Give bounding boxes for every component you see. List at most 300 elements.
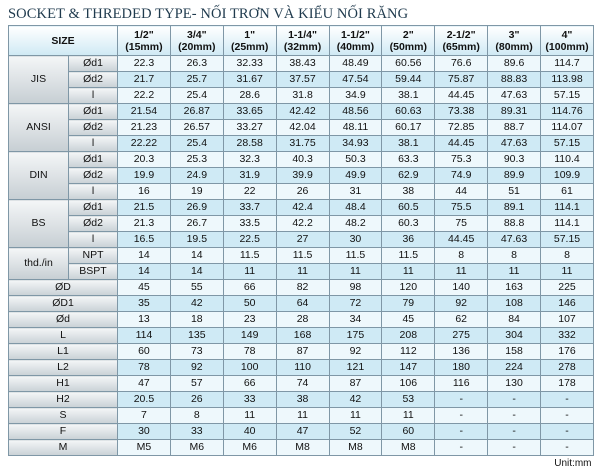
value-cell: 14 — [170, 248, 223, 264]
value-cell: 28.58 — [223, 136, 276, 152]
size-column-header — [276, 26, 329, 56]
table-row — [9, 72, 594, 88]
value-cell: 42.4 — [276, 200, 329, 216]
value-cell: 20.3 — [118, 152, 171, 168]
value-cell: 22.2 — [118, 88, 171, 104]
value-cell: 73 — [170, 344, 223, 360]
value-cell: 8 — [435, 248, 488, 264]
value-cell: 33.27 — [223, 120, 276, 136]
size-inch: 3" — [488, 29, 540, 41]
value-cell: 38 — [382, 184, 435, 200]
row-label: Ød1 — [69, 56, 118, 72]
value-cell: 26.87 — [170, 104, 223, 120]
value-cell: 114.7 — [541, 56, 594, 72]
value-cell: 26.3 — [170, 56, 223, 72]
value-cell: 21.54 — [118, 104, 171, 120]
value-cell: 60.3 — [382, 216, 435, 232]
value-cell: 38.43 — [276, 56, 329, 72]
table-row — [9, 440, 594, 456]
value-cell: 11 — [541, 264, 594, 280]
value-cell: 175 — [329, 328, 382, 344]
table-row — [9, 408, 594, 424]
dimension-label: L2 — [9, 360, 118, 376]
value-cell: 87 — [329, 376, 382, 392]
value-cell: - — [541, 408, 594, 424]
dimension-label: M — [9, 440, 118, 456]
value-cell: 33.65 — [223, 104, 276, 120]
value-cell: - — [435, 392, 488, 408]
value-cell: 38.1 — [382, 136, 435, 152]
header-row — [9, 26, 594, 56]
value-cell: 21.5 — [118, 200, 171, 216]
table-row — [9, 312, 594, 328]
value-cell: 19.9 — [118, 168, 171, 184]
value-cell: - — [541, 424, 594, 440]
value-cell: 66 — [223, 280, 276, 296]
value-cell: 75.3 — [435, 152, 488, 168]
value-cell: 108 — [488, 296, 541, 312]
table-row — [9, 264, 594, 280]
value-cell: 84 — [488, 312, 541, 328]
value-cell: 11 — [382, 264, 435, 280]
size-column-header — [488, 26, 541, 56]
value-cell: 32.33 — [223, 56, 276, 72]
value-cell: 22 — [223, 184, 276, 200]
value-cell: 92 — [435, 296, 488, 312]
table-row — [9, 328, 594, 344]
value-cell: 36 — [382, 232, 435, 248]
value-cell: 14 — [118, 248, 171, 264]
value-cell: 11 — [382, 408, 435, 424]
value-cell: 57 — [170, 376, 223, 392]
table-row — [9, 200, 594, 216]
value-cell: 168 — [276, 328, 329, 344]
dimension-label: F — [9, 424, 118, 440]
row-label: Ød2 — [69, 168, 118, 184]
value-cell: 110.4 — [541, 152, 594, 168]
value-cell: 110 — [276, 360, 329, 376]
value-cell: 21.23 — [118, 120, 171, 136]
value-cell: 112 — [382, 344, 435, 360]
value-cell: 11 — [329, 264, 382, 280]
table-row — [9, 152, 594, 168]
value-cell: 30 — [329, 232, 382, 248]
value-cell: 16 — [118, 184, 171, 200]
table-row — [9, 136, 594, 152]
value-cell: 45 — [382, 312, 435, 328]
value-cell: 33.7 — [223, 200, 276, 216]
value-cell: 44.45 — [435, 88, 488, 104]
dimension-label: L — [9, 328, 118, 344]
value-cell: 60 — [382, 424, 435, 440]
value-cell: - — [488, 424, 541, 440]
value-cell: 39.9 — [276, 168, 329, 184]
table-row — [9, 392, 594, 408]
value-cell: 22.5 — [223, 232, 276, 248]
value-cell: 30 — [118, 424, 171, 440]
size-inch: 3/4" — [171, 29, 223, 41]
size-column-header — [118, 26, 171, 56]
table-row — [9, 344, 594, 360]
value-cell: 60.56 — [382, 56, 435, 72]
value-cell: 140 — [435, 280, 488, 296]
value-cell: 60.5 — [382, 200, 435, 216]
value-cell: 61 — [541, 184, 594, 200]
standard-label: ANSI — [9, 104, 69, 152]
value-cell: 60 — [118, 344, 171, 360]
standard-label: DIN — [9, 152, 69, 200]
dimension-label: Ød — [9, 312, 118, 328]
value-cell: - — [541, 392, 594, 408]
value-cell: 31.9 — [223, 168, 276, 184]
value-cell: 25.4 — [170, 88, 223, 104]
value-cell: 26 — [170, 392, 223, 408]
value-cell: 37.57 — [276, 72, 329, 88]
value-cell: 92 — [329, 344, 382, 360]
row-label: Ød1 — [69, 104, 118, 120]
value-cell: 208 — [382, 328, 435, 344]
value-cell: 48.49 — [329, 56, 382, 72]
value-cell: 33.5 — [223, 216, 276, 232]
row-label: Ød2 — [69, 120, 118, 136]
value-cell: 114.1 — [541, 216, 594, 232]
value-cell: 34 — [329, 312, 382, 328]
value-cell: 26.9 — [170, 200, 223, 216]
size-mm: (25mm) — [224, 41, 276, 53]
table-row — [9, 56, 594, 72]
value-cell: 116 — [435, 376, 488, 392]
value-cell: 11 — [488, 264, 541, 280]
value-cell: 44.45 — [435, 232, 488, 248]
value-cell: 88.7 — [488, 120, 541, 136]
value-cell: 72.85 — [435, 120, 488, 136]
size-inch: 1-1/2" — [330, 29, 382, 41]
value-cell: 158 — [488, 344, 541, 360]
table-row — [9, 248, 594, 264]
standard-label: thd./in — [9, 248, 69, 280]
value-cell: 180 — [435, 360, 488, 376]
value-cell: M8 — [276, 440, 329, 456]
size-column-header — [382, 26, 435, 56]
value-cell: 7 — [118, 408, 171, 424]
value-cell: 28 — [276, 312, 329, 328]
size-inch: 1-1/4" — [277, 29, 329, 41]
row-label: Ød1 — [69, 200, 118, 216]
value-cell: 55 — [170, 280, 223, 296]
value-cell: 106 — [382, 376, 435, 392]
value-cell: 11.5 — [276, 248, 329, 264]
value-cell: 89.6 — [488, 56, 541, 72]
value-cell: 25.3 — [170, 152, 223, 168]
row-label: l — [69, 136, 118, 152]
value-cell: 53 — [382, 392, 435, 408]
value-cell: 11.5 — [382, 248, 435, 264]
size-mm: (32mm) — [277, 41, 329, 53]
value-cell: 42.42 — [276, 104, 329, 120]
size-mm: (100mm) — [541, 41, 593, 53]
table-row — [9, 424, 594, 440]
table-row — [9, 360, 594, 376]
value-cell: 121 — [329, 360, 382, 376]
value-cell: 135 — [170, 328, 223, 344]
value-cell: M6 — [170, 440, 223, 456]
value-cell: - — [488, 392, 541, 408]
value-cell: - — [435, 440, 488, 456]
standard-label: JIS — [9, 56, 69, 104]
row-label: Ød2 — [69, 72, 118, 88]
value-cell: 31.67 — [223, 72, 276, 88]
value-cell: 113.98 — [541, 72, 594, 88]
value-cell: 176 — [541, 344, 594, 360]
value-cell: 50 — [223, 296, 276, 312]
value-cell: 62 — [435, 312, 488, 328]
value-cell: 47.54 — [329, 72, 382, 88]
value-cell: 44.45 — [435, 136, 488, 152]
row-label: Ød1 — [69, 152, 118, 168]
value-cell: 89.31 — [488, 104, 541, 120]
value-cell: 48.4 — [329, 200, 382, 216]
value-cell: 35 — [118, 296, 171, 312]
size-mm: (65mm) — [435, 41, 487, 53]
row-label: Ød2 — [69, 216, 118, 232]
value-cell: - — [435, 424, 488, 440]
value-cell: 75.87 — [435, 72, 488, 88]
value-cell: 73.38 — [435, 104, 488, 120]
value-cell: 114.07 — [541, 120, 594, 136]
value-cell: 11 — [329, 408, 382, 424]
value-cell: 78 — [118, 360, 171, 376]
value-cell: 11 — [276, 408, 329, 424]
value-cell: 20.5 — [118, 392, 171, 408]
size-mm: (40mm) — [330, 41, 382, 53]
value-cell: 8 — [541, 248, 594, 264]
value-cell: 14 — [170, 264, 223, 280]
table-row — [9, 184, 594, 200]
value-cell: 98 — [329, 280, 382, 296]
size-column-header — [435, 26, 488, 56]
value-cell: 114.1 — [541, 200, 594, 216]
value-cell: 21.3 — [118, 216, 171, 232]
value-cell: 48.2 — [329, 216, 382, 232]
value-cell: 42.2 — [276, 216, 329, 232]
value-cell: 178 — [541, 376, 594, 392]
row-label: l — [69, 232, 118, 248]
value-cell: 147 — [382, 360, 435, 376]
value-cell: 275 — [435, 328, 488, 344]
value-cell: 74.9 — [435, 168, 488, 184]
row-label: l — [69, 184, 118, 200]
value-cell: - — [541, 440, 594, 456]
value-cell: 8 — [488, 248, 541, 264]
value-cell: 38.1 — [382, 88, 435, 104]
value-cell: 92 — [170, 360, 223, 376]
value-cell: 47.63 — [488, 88, 541, 104]
value-cell: 107 — [541, 312, 594, 328]
size-mm: (15mm) — [118, 41, 170, 53]
value-cell: 33 — [170, 424, 223, 440]
table-row — [9, 280, 594, 296]
size-mm: (20mm) — [171, 41, 223, 53]
value-cell: 22.22 — [118, 136, 171, 152]
table-row — [9, 232, 594, 248]
size-inch: 2" — [382, 29, 434, 41]
value-cell: 100 — [223, 360, 276, 376]
size-inch: 4" — [541, 29, 593, 41]
value-cell: 89.1 — [488, 200, 541, 216]
value-cell: 278 — [541, 360, 594, 376]
value-cell: 59.44 — [382, 72, 435, 88]
value-cell: 31.8 — [276, 88, 329, 104]
value-cell: 66 — [223, 376, 276, 392]
row-label: l — [69, 88, 118, 104]
size-mm: (80mm) — [488, 41, 540, 53]
value-cell: 16.5 — [118, 232, 171, 248]
value-cell: 149 — [223, 328, 276, 344]
table-row — [9, 104, 594, 120]
value-cell: 42 — [170, 296, 223, 312]
value-cell: 47 — [276, 424, 329, 440]
value-cell: 11 — [276, 264, 329, 280]
value-cell: 24.9 — [170, 168, 223, 184]
value-cell: 34.9 — [329, 88, 382, 104]
value-cell: 75 — [435, 216, 488, 232]
dimension-label: H2 — [9, 392, 118, 408]
value-cell: 11 — [223, 264, 276, 280]
value-cell: 49.9 — [329, 168, 382, 184]
value-cell: 11.5 — [329, 248, 382, 264]
value-cell: 88.8 — [488, 216, 541, 232]
value-cell: 25.4 — [170, 136, 223, 152]
value-cell: 78 — [223, 344, 276, 360]
value-cell: 130 — [488, 376, 541, 392]
value-cell: 63.3 — [382, 152, 435, 168]
value-cell: 47.63 — [488, 232, 541, 248]
value-cell: 50.3 — [329, 152, 382, 168]
value-cell: 25.7 — [170, 72, 223, 88]
table-row — [9, 120, 594, 136]
standard-label: BS — [9, 200, 69, 248]
size-column-header — [329, 26, 382, 56]
value-cell: 26.7 — [170, 216, 223, 232]
value-cell: 40 — [223, 424, 276, 440]
value-cell: 79 — [382, 296, 435, 312]
value-cell: M8 — [382, 440, 435, 456]
size-column-header — [170, 26, 223, 56]
value-cell: M8 — [329, 440, 382, 456]
value-cell: 62.9 — [382, 168, 435, 184]
value-cell: 90.3 — [488, 152, 541, 168]
value-cell: 51 — [488, 184, 541, 200]
value-cell: 42.04 — [276, 120, 329, 136]
value-cell: 34.93 — [329, 136, 382, 152]
size-column-header — [223, 26, 276, 56]
value-cell: 60.63 — [382, 104, 435, 120]
value-cell: 304 — [488, 328, 541, 344]
dimension-label: L1 — [9, 344, 118, 360]
value-cell: 146 — [541, 296, 594, 312]
value-cell: 33 — [223, 392, 276, 408]
value-cell: 57.15 — [541, 232, 594, 248]
value-cell: 136 — [435, 344, 488, 360]
value-cell: 28.6 — [223, 88, 276, 104]
value-cell: 26.57 — [170, 120, 223, 136]
value-cell: 57.15 — [541, 88, 594, 104]
value-cell: 22.3 — [118, 56, 171, 72]
value-cell: 109.9 — [541, 168, 594, 184]
value-cell: 87 — [276, 344, 329, 360]
value-cell: 11.5 — [223, 248, 276, 264]
value-cell: 48.11 — [329, 120, 382, 136]
value-cell: 76.6 — [435, 56, 488, 72]
size-column-header — [541, 26, 594, 56]
unit-note: Unit:mm — [9, 456, 594, 472]
row-label: NPT — [69, 248, 118, 264]
value-cell: 40.3 — [276, 152, 329, 168]
value-cell: 60.17 — [382, 120, 435, 136]
value-cell: - — [488, 440, 541, 456]
value-cell: 163 — [488, 280, 541, 296]
value-cell: 23 — [223, 312, 276, 328]
value-cell: 38 — [276, 392, 329, 408]
value-cell: 11 — [435, 264, 488, 280]
value-cell: 21.7 — [118, 72, 171, 88]
value-cell: 88.83 — [488, 72, 541, 88]
value-cell: 31.75 — [276, 136, 329, 152]
dimension-label: S — [9, 408, 118, 424]
dimension-label: H1 — [9, 376, 118, 392]
value-cell: 8 — [170, 408, 223, 424]
table-row — [9, 296, 594, 312]
value-cell: 44 — [435, 184, 488, 200]
table-row — [9, 168, 594, 184]
value-cell: M6 — [223, 440, 276, 456]
table-row — [9, 216, 594, 232]
value-cell: 64 — [276, 296, 329, 312]
value-cell: 14 — [118, 264, 171, 280]
value-cell: 32.3 — [223, 152, 276, 168]
value-cell: 114 — [118, 328, 171, 344]
value-cell: 47.63 — [488, 136, 541, 152]
table-row — [9, 376, 594, 392]
value-cell: 120 — [382, 280, 435, 296]
value-cell: 332 — [541, 328, 594, 344]
value-cell: 11 — [223, 408, 276, 424]
value-cell: 31 — [329, 184, 382, 200]
value-cell: 75.5 — [435, 200, 488, 216]
size-mm: (50mm) — [382, 41, 434, 53]
value-cell: 19 — [170, 184, 223, 200]
value-cell: 224 — [488, 360, 541, 376]
dimension-table — [8, 25, 594, 472]
value-cell: 89.9 — [488, 168, 541, 184]
value-cell: 82 — [276, 280, 329, 296]
value-cell: 72 — [329, 296, 382, 312]
table-row — [9, 88, 594, 104]
size-header: SIZE — [9, 26, 118, 56]
size-inch: 1" — [224, 29, 276, 41]
value-cell: 19.5 — [170, 232, 223, 248]
value-cell: 13 — [118, 312, 171, 328]
value-cell: - — [488, 408, 541, 424]
value-cell: 74 — [276, 376, 329, 392]
value-cell: 18 — [170, 312, 223, 328]
value-cell: 52 — [329, 424, 382, 440]
value-cell: 42 — [329, 392, 382, 408]
size-inch: 1/2" — [118, 29, 170, 41]
row-label: BSPT — [69, 264, 118, 280]
value-cell: 45 — [118, 280, 171, 296]
value-cell: 225 — [541, 280, 594, 296]
